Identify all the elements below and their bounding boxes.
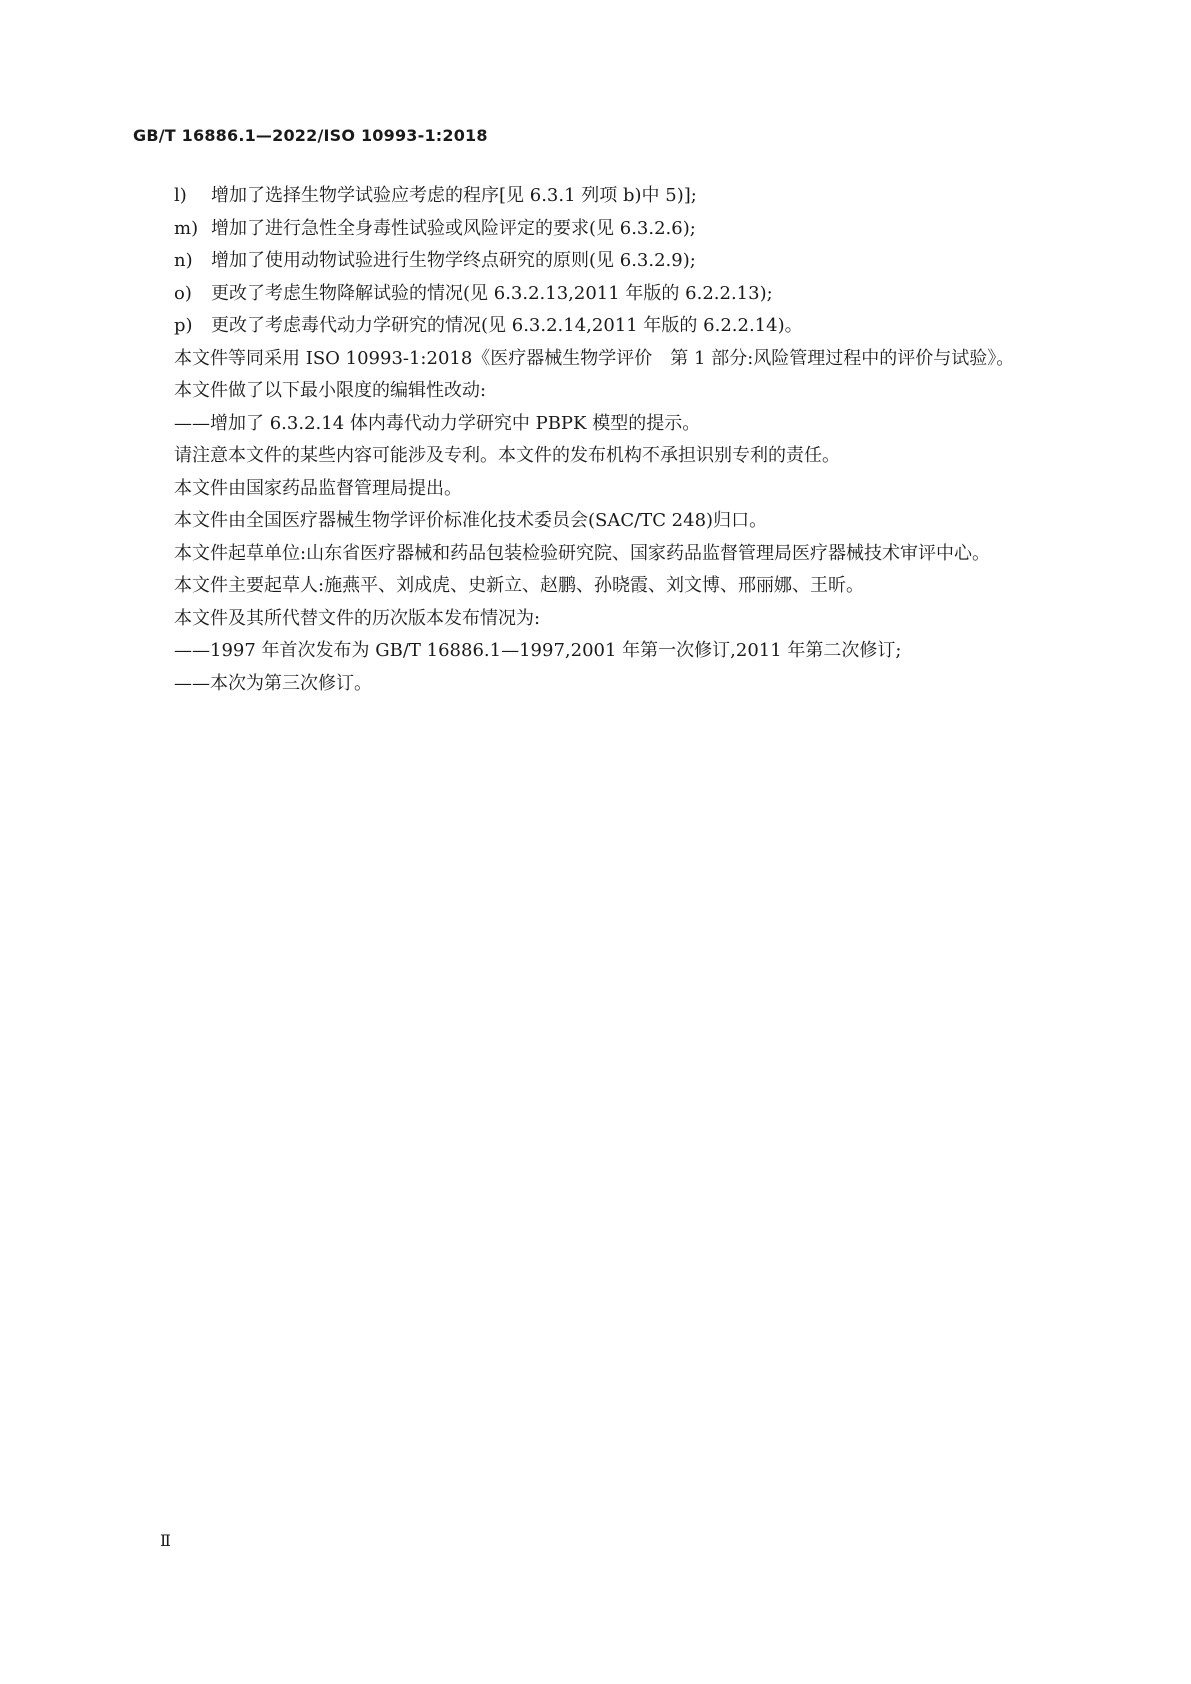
- document-body: [137, 180, 1055, 700]
- drafting-units-paragraph: 本文件起草单位:山东省医疗器械和药品包装检验研究院、国家药品监督管理局医疗器械技术审评中心。: [174, 542, 991, 564]
- list-item: [137, 245, 1055, 278]
- list-item-text: 更改了考虑毒代动力学研究的情况(见 6.3.2.14,2011 年版的 6.2.2.14)。: [211, 315, 803, 336]
- editorial-changes-paragraph: 本文件做了以下最小限度的编辑性改动:: [174, 380, 487, 401]
- editorial-change-item: ——增加了 6.3.2.14 体内毒代动力学研究中 PBPK 模型的提示。: [174, 412, 701, 434]
- list-item: [137, 310, 1055, 343]
- page-number: Ⅱ: [160, 1531, 171, 1550]
- list-item: [137, 180, 1055, 213]
- patent-notice-paragraph: 请注意本文件的某些内容可能涉及专利。本文件的发布机构不承担识别专利的责任。: [174, 445, 840, 466]
- list-item: [137, 213, 1055, 246]
- list-item-label: p): [174, 315, 193, 336]
- list-item-label: n): [174, 250, 193, 271]
- history-item: ——本次为第三次修订。: [174, 672, 372, 694]
- history-paragraph: 本文件及其所代替文件的历次版本发布情况为:: [174, 607, 541, 629]
- list-item-label: o): [174, 282, 192, 304]
- proposer-paragraph: 本文件由国家药品监督管理局提出。: [174, 477, 462, 499]
- standard-number-header: GB/T 16886.1—2022/ISO 10993-1:2018: [133, 126, 488, 145]
- list-item-text: 增加了进行急性全身毒性试验或风险评定的要求(见 6.3.2.6);: [211, 217, 696, 239]
- committee-paragraph: 本文件由全国医疗器械生物学评价标准化技术委员会(SAC/TC 248)归口。: [174, 510, 768, 531]
- list-item-label: l): [174, 185, 187, 206]
- list-item-text: 更改了考虑生物降解试验的情况(见 6.3.2.13,2011 年版的 6.2.2.13);: [211, 282, 773, 304]
- list-item-label: m): [174, 217, 199, 239]
- history-item: ——1997 年首次发布为 GB/T 16886.1—1997,2001 年第一次修订,2011 年第二次修订;: [174, 640, 902, 661]
- drafters-paragraph: 本文件主要起草人:施燕平、刘成虎、史新立、赵鹏、孙晓霞、刘文博、邢丽娜、王昕。: [174, 575, 865, 596]
- list-item-text: 增加了选择生物学试验应考虑的程序[见 6.3.1 列项 b)中 5)];: [211, 185, 697, 206]
- adoption-paragraph: 本文件等同采用 ISO 10993-1:2018《医疗器械生物学评价 第 1 部分:风险管理过程中的评价与试验》。: [174, 347, 1015, 369]
- list-item: [137, 278, 1055, 311]
- list-item-text: 增加了使用动物试验进行生物学终点研究的原则(见 6.3.2.9);: [211, 250, 696, 271]
